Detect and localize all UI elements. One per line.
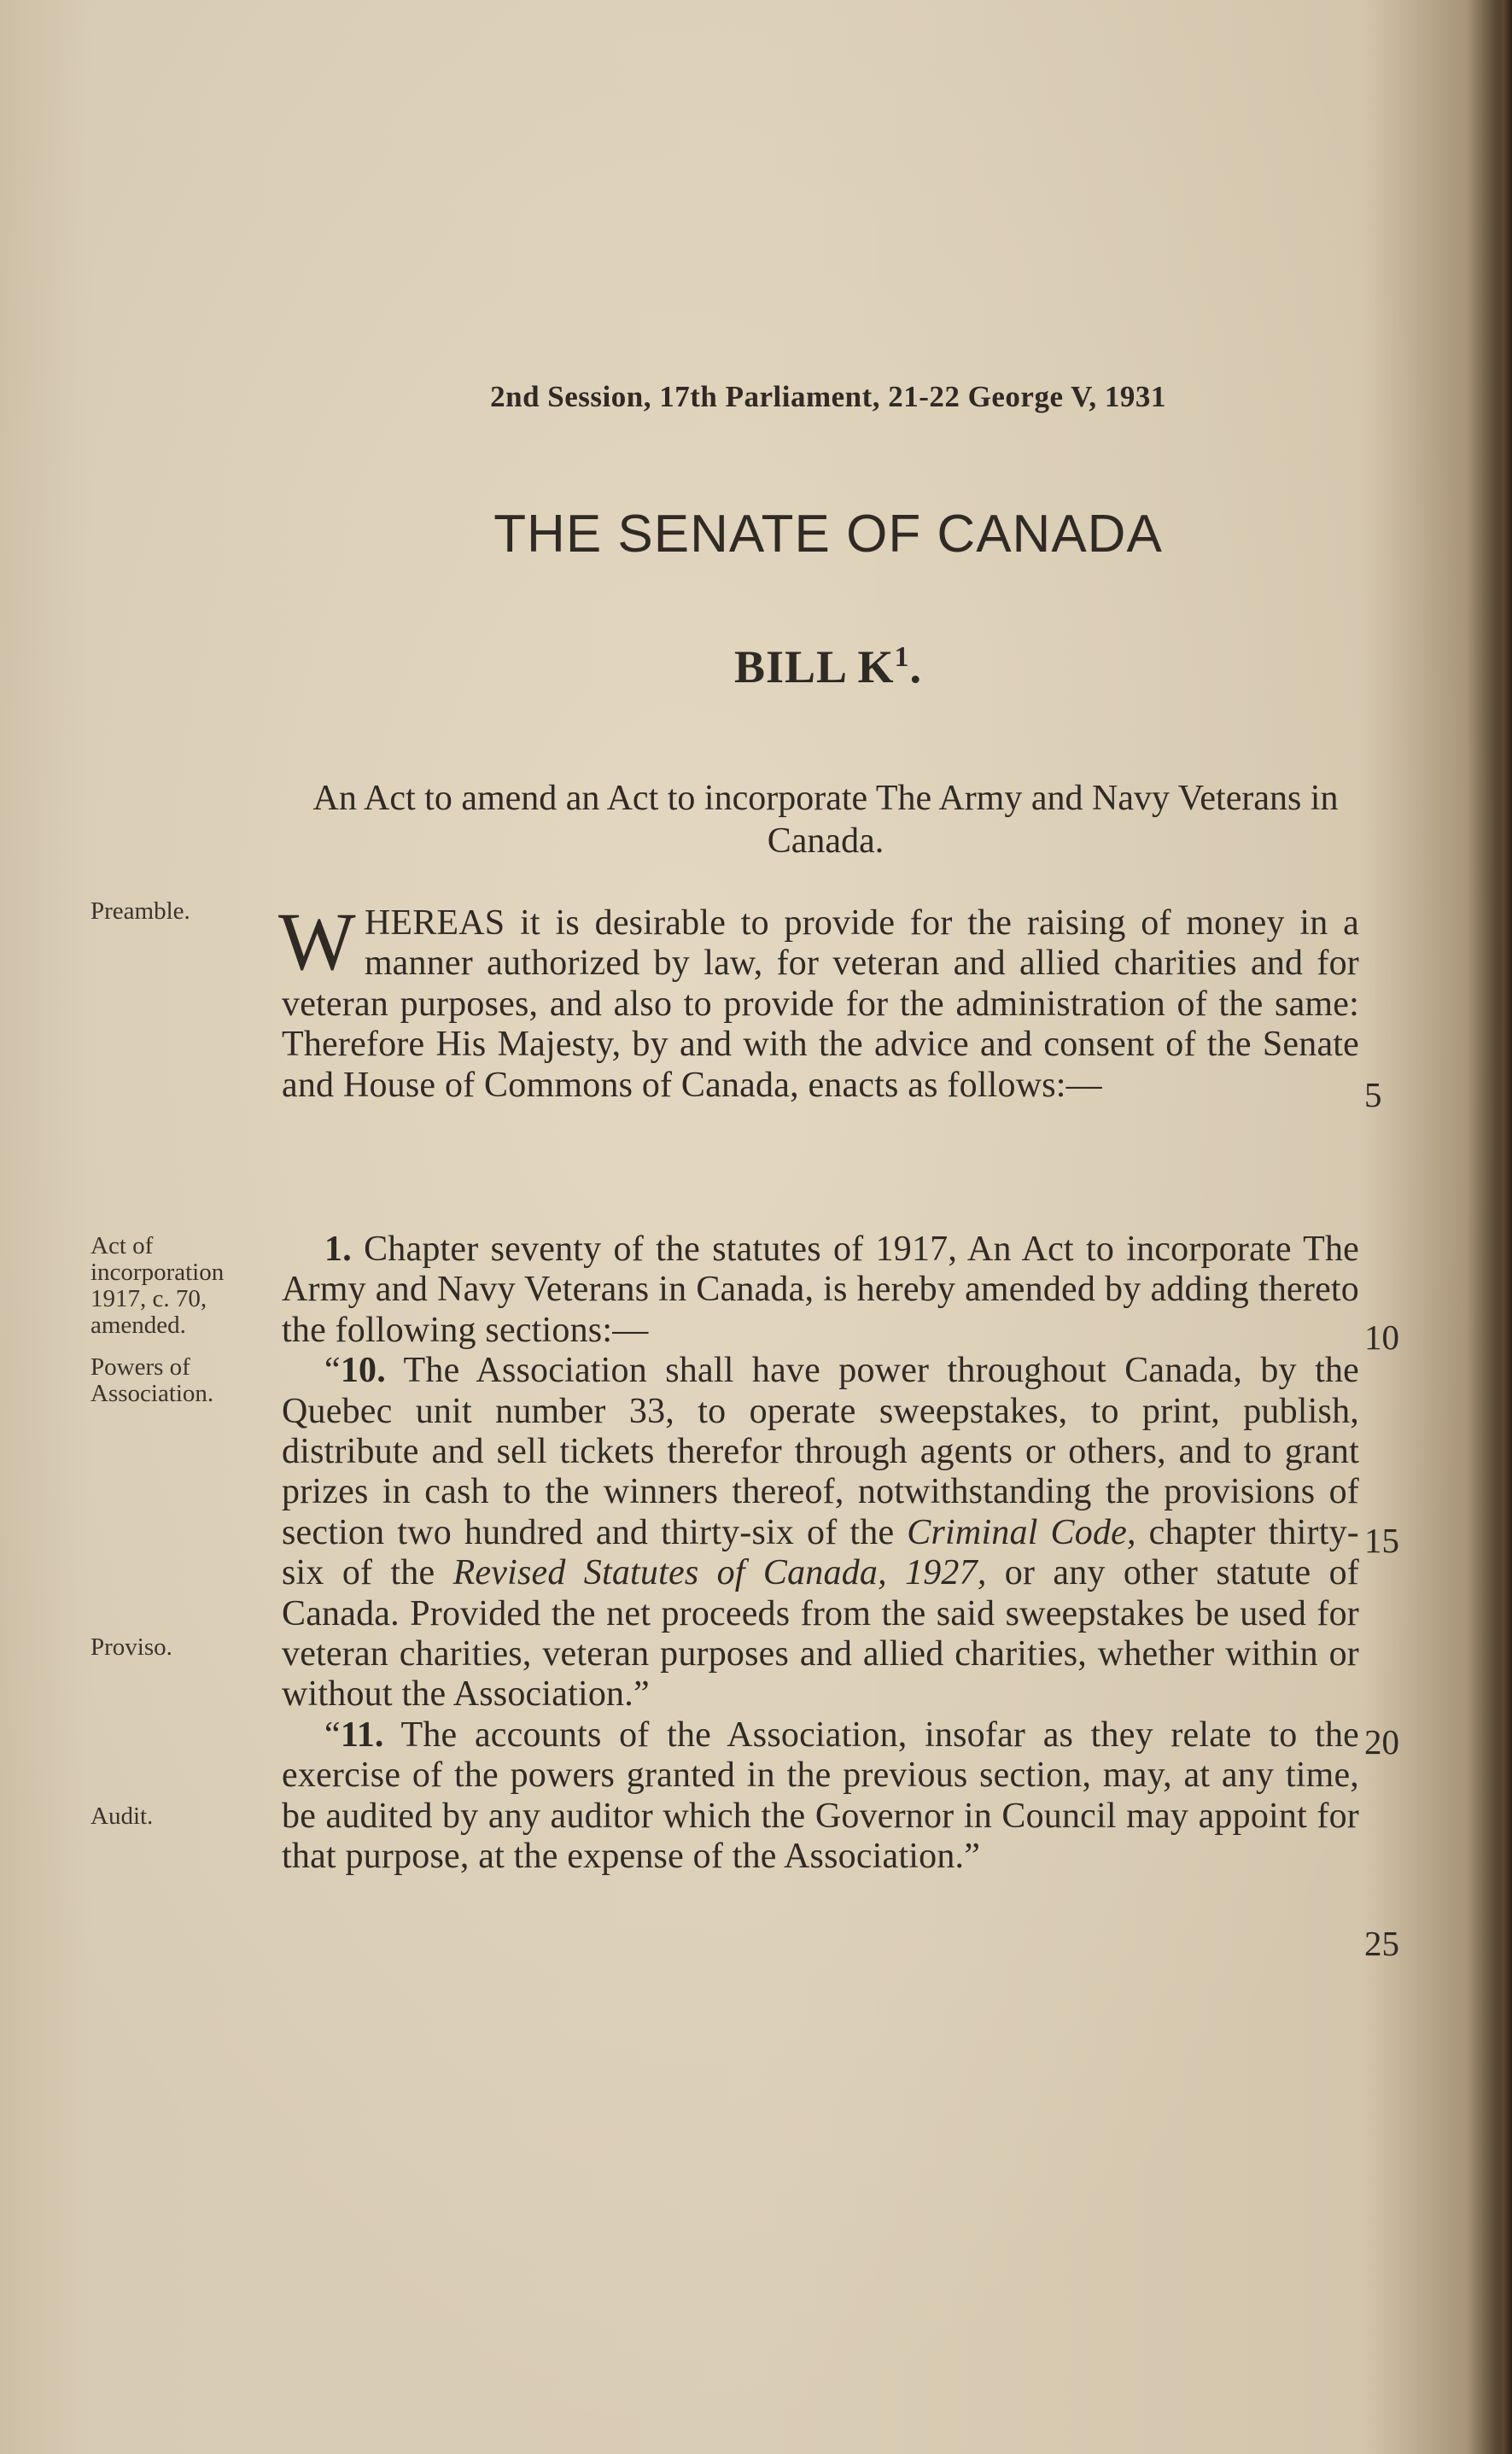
line-number: 15 [1364, 1521, 1399, 1560]
bill-suffix: . [909, 641, 923, 692]
bill-prefix: BILL K [733, 641, 895, 692]
line-number: 25 [1364, 1924, 1399, 1963]
line-number: 5 [1364, 1075, 1382, 1114]
section-11-text: The accounts of the Association, insofar as they relate to the exercise of the powers granted in the previous section, may, at any time, be audited by any auditor which the Governor in Council may appoint for that purpose, at the expense of the Association.” [282, 1715, 1359, 1877]
section-10-open-quote: “ [324, 1351, 341, 1391]
margin-note-preamble: Preamble. [90, 897, 190, 925]
margin-note-proviso: Proviso. [90, 1633, 172, 1661]
margin-note-powers: Powers of Association. [90, 1353, 214, 1407]
section-11 [282, 1715, 1359, 1878]
section-10-text-c: or any other statute of Canada. Provided the net proceeds from the said sweepstakes be used for veteran charities, veteran purposes and allied charities, whether within or without the Association.” [282, 1553, 1359, 1715]
section-11-number: 11. [340, 1715, 384, 1755]
preamble-text: HEREAS it is desirable to provide for the raising of money in a manner authorized by law, for veteran and allied charities and for veteran purposes, and also to provide for the administration of the same: Therefore His Majesty, by and with the advice and consent of the Senate and House of Commons of Canada, enacts as follows:— [282, 903, 1359, 1105]
sections-block [282, 1230, 1359, 1878]
bill-superscript: 1 [894, 641, 910, 673]
page-binding-edge [1493, 0, 1512, 2454]
house-heading: THE SENATE OF CANADA [493, 505, 1163, 564]
line-number: 10 [1364, 1318, 1399, 1357]
revised-statutes-citation: Revised Statutes of Canada, 1927, [452, 1553, 987, 1593]
section-10 [282, 1351, 1359, 1715]
section-1-number: 1. [324, 1230, 352, 1269]
line-number: 20 [1364, 1722, 1399, 1762]
section-11-open-quote: “ [324, 1715, 341, 1755]
margin-note-act-amended: Act of incorporation 1917, c. 70, amended. [90, 1232, 225, 1339]
session-line: 2nd Session, 17th Parliament, 21-22 George V, 1931 [490, 380, 1166, 413]
act-title: An Act to amend an Act to incorporate The Army and Navy Veterans in Canada. [312, 779, 1339, 861]
criminal-code-citation: Criminal Code, [907, 1512, 1136, 1552]
bill-heading [290, 640, 1366, 693]
dropcap-letter: W [278, 896, 356, 987]
section-10-number: 10. [340, 1351, 386, 1391]
section-10-text-a: The Association shall have power throughout Canada, by the Quebec unit number 33, to operate sweepstakes, to print, publish, distribute and sell tickets therefor through agents or others, and to grant prizes in cash to the winners thereof, notwithstanding the provisions of section two hundred and thirty-six of the [282, 1351, 1359, 1552]
section-1-text: Chapter seventy of the statutes of 1917, An Act to incorporate The Army and Navy Veterans in Canada, is hereby amended by adding thereto the following sections:— [282, 1230, 1359, 1350]
section-1 [282, 1230, 1359, 1351]
preamble-paragraph [278, 896, 1359, 1106]
margin-note-audit: Audit. [90, 1803, 154, 1830]
section-10-text-b: chapter thirty-six of the [282, 1512, 1359, 1593]
